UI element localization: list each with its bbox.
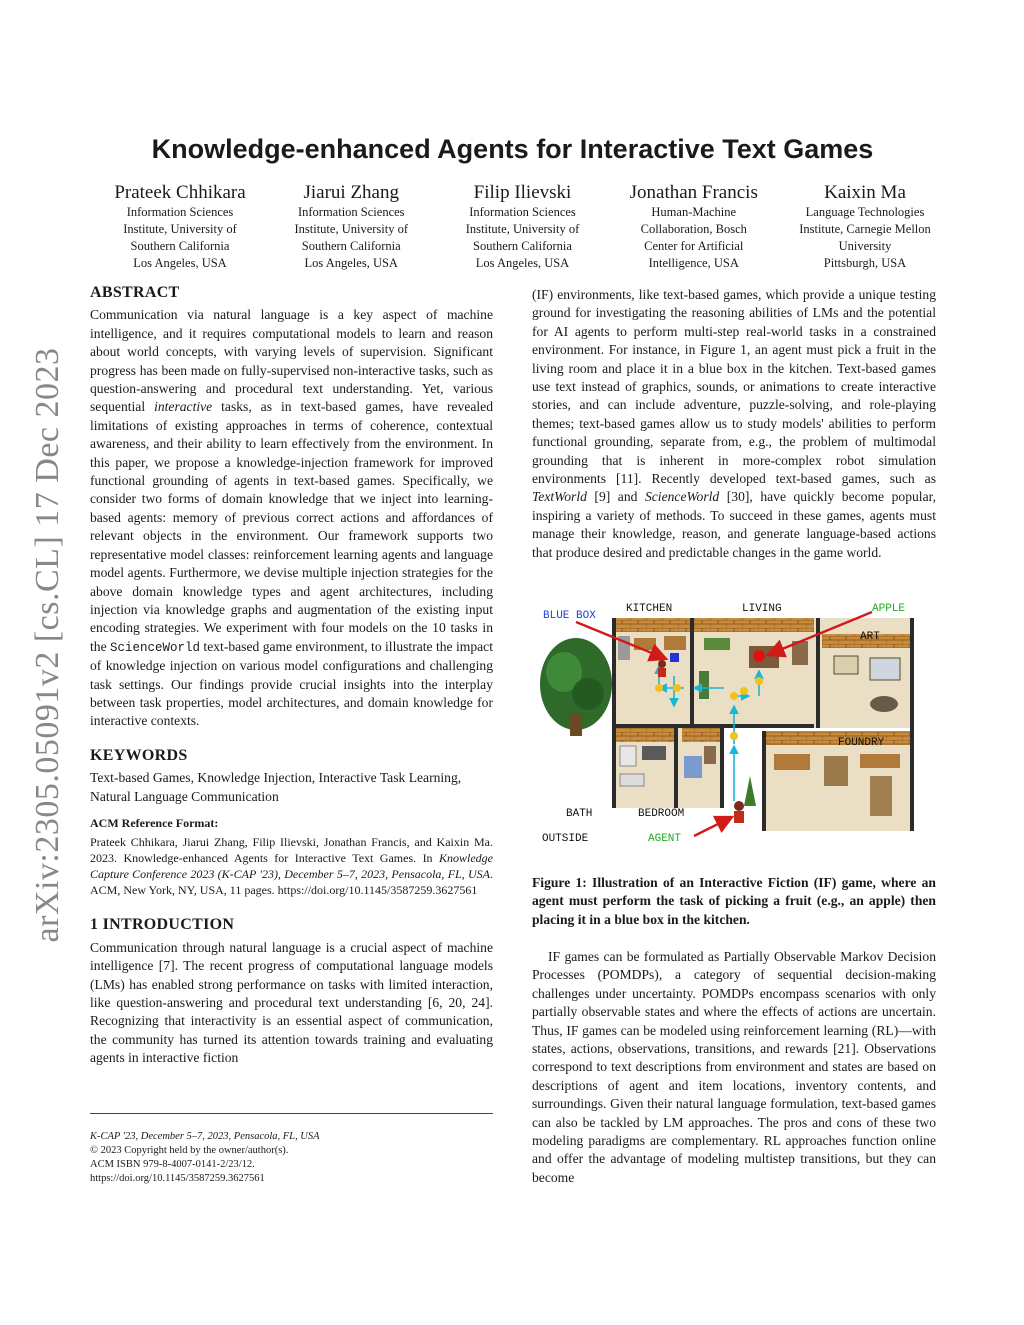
footnote-rule xyxy=(90,1113,493,1114)
intro-heading: 1 INTRODUCTION xyxy=(90,916,235,934)
tool-rack-icon xyxy=(870,776,892,816)
label-outside: OUTSIDE xyxy=(542,833,589,845)
figure-1 xyxy=(534,596,934,854)
author-block xyxy=(271,182,431,272)
couch-icon xyxy=(699,671,709,699)
pet-icon xyxy=(870,696,898,712)
author-name: Jonathan Francis xyxy=(629,182,758,203)
author-affiliation: Information Sciences Institute, University of Southern California Los Angeles, USA xyxy=(123,205,237,270)
footnote: K-CAP '23, December 5–7, 2023, Pensacola, FL, USA © 2023 Copyright held by the owner/author(s). ACM ISBN 979-8-4007-0141-2/23/12. https://doi.org/10.1145/3587259.3627561 xyxy=(90,1131,320,1184)
plant-icon xyxy=(744,776,756,806)
acm-reference xyxy=(90,814,493,898)
author-name: Filip Ilievski xyxy=(473,182,572,203)
anvil-icon xyxy=(824,756,848,786)
author-list xyxy=(100,182,945,272)
author-affiliation: Human-Machine Collaboration, Bosch Center for Artificial Intelligence, USA xyxy=(640,205,747,270)
author-affiliation: Language Technologies Institute, Carnegie Mellon University Pittsburgh, USA xyxy=(799,205,931,270)
canvas-icon xyxy=(870,658,900,680)
dresser-icon xyxy=(704,746,716,764)
agent-sprite-icon xyxy=(734,801,744,823)
acm-reference-body: Prateek Chhikara, Jiarui Zhang, Filip Ilievski, Jonathan Francis, and Kaixin Ma. 2023. Knowledge-enhanced Agents for Interactive Text Games. In Knowledge Capture Conference 2023 (K-CAP '23), December 5–7, 2023, Pensacola, FL, USA. ACM, New York, NY, USA, 11 pages. https://doi.org/10.1145/3587259.3627561 xyxy=(90,835,493,898)
left-column xyxy=(90,284,493,1068)
arxiv-id: arXiv:2305.05091v2 [cs.CL] 17 Dec 2023 xyxy=(29,347,66,943)
apple-icon xyxy=(753,650,765,662)
author-affiliation: Information Sciences Institute, University of Southern California Los Angeles, USA xyxy=(294,205,409,270)
author-block xyxy=(614,182,774,272)
agent-pointer xyxy=(694,818,730,836)
paper-title: Knowledge-enhanced Agents for Interactive Text Games xyxy=(151,134,874,164)
furnace-icon xyxy=(774,754,810,770)
label-agent: AGENT xyxy=(648,833,682,845)
author-block xyxy=(100,182,260,272)
keywords-body: Text-based Games, Knowledge Injection, Interactive Task Learning, Natural Language Communication xyxy=(90,770,462,804)
author-affiliation: Information Sciences Institute, University of Southern California Los Angeles, USA xyxy=(465,205,580,270)
label-bedroom: BEDROOM xyxy=(638,808,685,820)
author-block xyxy=(785,182,945,272)
keywords-heading: KEYWORDS xyxy=(90,746,188,764)
label-blue-box: BLUE BOX xyxy=(543,610,596,622)
game-map-illustration xyxy=(534,596,934,854)
intro-left-body: Communication through natural language is a crucial aspect of machine intelligence [7]. The recent progress of computational language models (LMs) has enabled strong performance on tasks with limited interaction, like question-answering and procedural text understanding [6, 20, 24]. Recognizing that interactivity is an essential aspect of communication, the community has turned its attention towards training and evaluating agents in interactive fiction xyxy=(90,939,493,1066)
blue-box-icon xyxy=(670,653,679,662)
right-column-top xyxy=(532,286,936,562)
author-block xyxy=(443,182,603,272)
label-living: LIVING xyxy=(742,603,782,615)
author-name: Prateek Chhikara xyxy=(114,182,246,203)
label-bath: BATH xyxy=(566,808,593,820)
fireplace-icon xyxy=(642,746,666,760)
author-name: Jiarui Zhang xyxy=(303,182,399,203)
easel-icon xyxy=(834,656,858,674)
acm-reference-heading: ACM Reference Format: xyxy=(90,815,219,830)
bath-wall xyxy=(614,728,674,742)
abstract-heading: ABSTRACT xyxy=(90,284,180,301)
agent-sprite-icon xyxy=(658,660,666,677)
author-name: Kaixin Ma xyxy=(824,182,906,203)
kitchen-wall xyxy=(614,618,692,632)
intro-right-body: (IF) environments, like text-based games, which provide a unique testing ground for investigating the reasoning abilities of LMs and the potential for AI agents to perform multi-step real-world tasks in a constrained environment. For instance, in Figure 1, an agent must pick a fruit in the living room and place it in a blue box in the kitchen. Text-based games use text instead of graphics, sounds, or animations to create interactive stories, and can include adventure, puzzle-solving, and role-playing themes; text-based games allow us to study models' abilities to perform functional grounding, separate from, e.g., the problem of multimodal grounding that is inherent in more-complex robot simulation environments [11]. Recently developed text-based games, such as TextWorld [9] and ScienceWorld [30], have quickly become popular, inspiring a variety of methods. To succeed in these games, agents must manage their knowledge, reason, and generate language-based actions that produce desired and predictable changes in the game world. xyxy=(532,287,936,560)
label-kitchen: KITCHEN xyxy=(626,603,673,615)
bedroom-wall xyxy=(682,728,724,742)
arxiv-stamp xyxy=(28,347,68,943)
workbench-icon xyxy=(860,754,900,768)
label-art: ART xyxy=(860,631,880,643)
figure-1-caption: Figure 1: Illustration of an Interactive Fiction (IF) game, where an agent must perform the task of picking a fruit (e.g., an apple) then placing it in a blue box in the kitchen. xyxy=(532,875,936,927)
intro-right-bottom-body: IF games can be formulated as Partially Observable Markov Decision Processes (POMDPs), a category of sequential decision-making challenges under uncertainty. POMDPs encompass scenarios with only partially observable states and where the effects of actions are uncertain. Thus, IF games can be modeled using reinforcement learning (RL)—with states, actions, observations, transitions, and rewards [21]. Observations correspond to text descriptions from environment and states are based on descriptions of agent and item locations, inventory contents, and surroundings. Given their natural language formulation, text-based games can also be tackled by LM approaches. The pros and cons of these two modeling paradigms are complementary. RL approaches function online and offer the advantage of modeling multistep transitions, but they can become xyxy=(532,949,936,1185)
label-apple: APPLE xyxy=(872,603,906,615)
sofa-icon xyxy=(704,638,730,650)
label-foundry: FOUNDRY xyxy=(838,737,885,749)
living-wall xyxy=(694,618,814,632)
bed-icon xyxy=(684,756,702,778)
abstract-body: Communication via natural language is a key aspect of machine intelligence, and it requires computational models to learn and reason about world concepts, with varying levels of supervision. Significant progress has been made on fully-supervised non-interactive tasks, such as question-answering and procedural text understanding. Yet, various sequential interactive tasks, as in text-based games, have revealed limitations of existing approaches in terms of coherence, contextual awareness, and their ability to learn effectively from the environment. In this paper, we propose a knowledge-injection framework for improved functional grounding of agents in text-based games. Specifically, we consider two forms of domain knowledge that we inject into learning-based agents: memory of previous correct actions and affordances of relevant objects in the environment. Our framework supports two representative model classes: reinforcement learning agents and language model agents. Furthermore, we devise multiple injection strategies for the above domain knowledge types and agent architectures, including injection via knowledge graphs and augmentation of the existing input encoding strategies. We experiment with four models on the 10 tasks in the ScienceWorld text-based game environment, to illustrate the impact of knowledge injection on various model configurations and challenging task settings. Our findings provide crucial insights into the interplay between task properties, model architectures, and domain knowledge for interactive contexts. xyxy=(90,307,493,729)
tree-icon xyxy=(540,638,612,736)
toilet-icon xyxy=(620,746,636,766)
right-column-bottom xyxy=(532,948,936,1187)
bathtub-icon xyxy=(620,774,644,786)
cabinet-icon xyxy=(664,636,686,650)
